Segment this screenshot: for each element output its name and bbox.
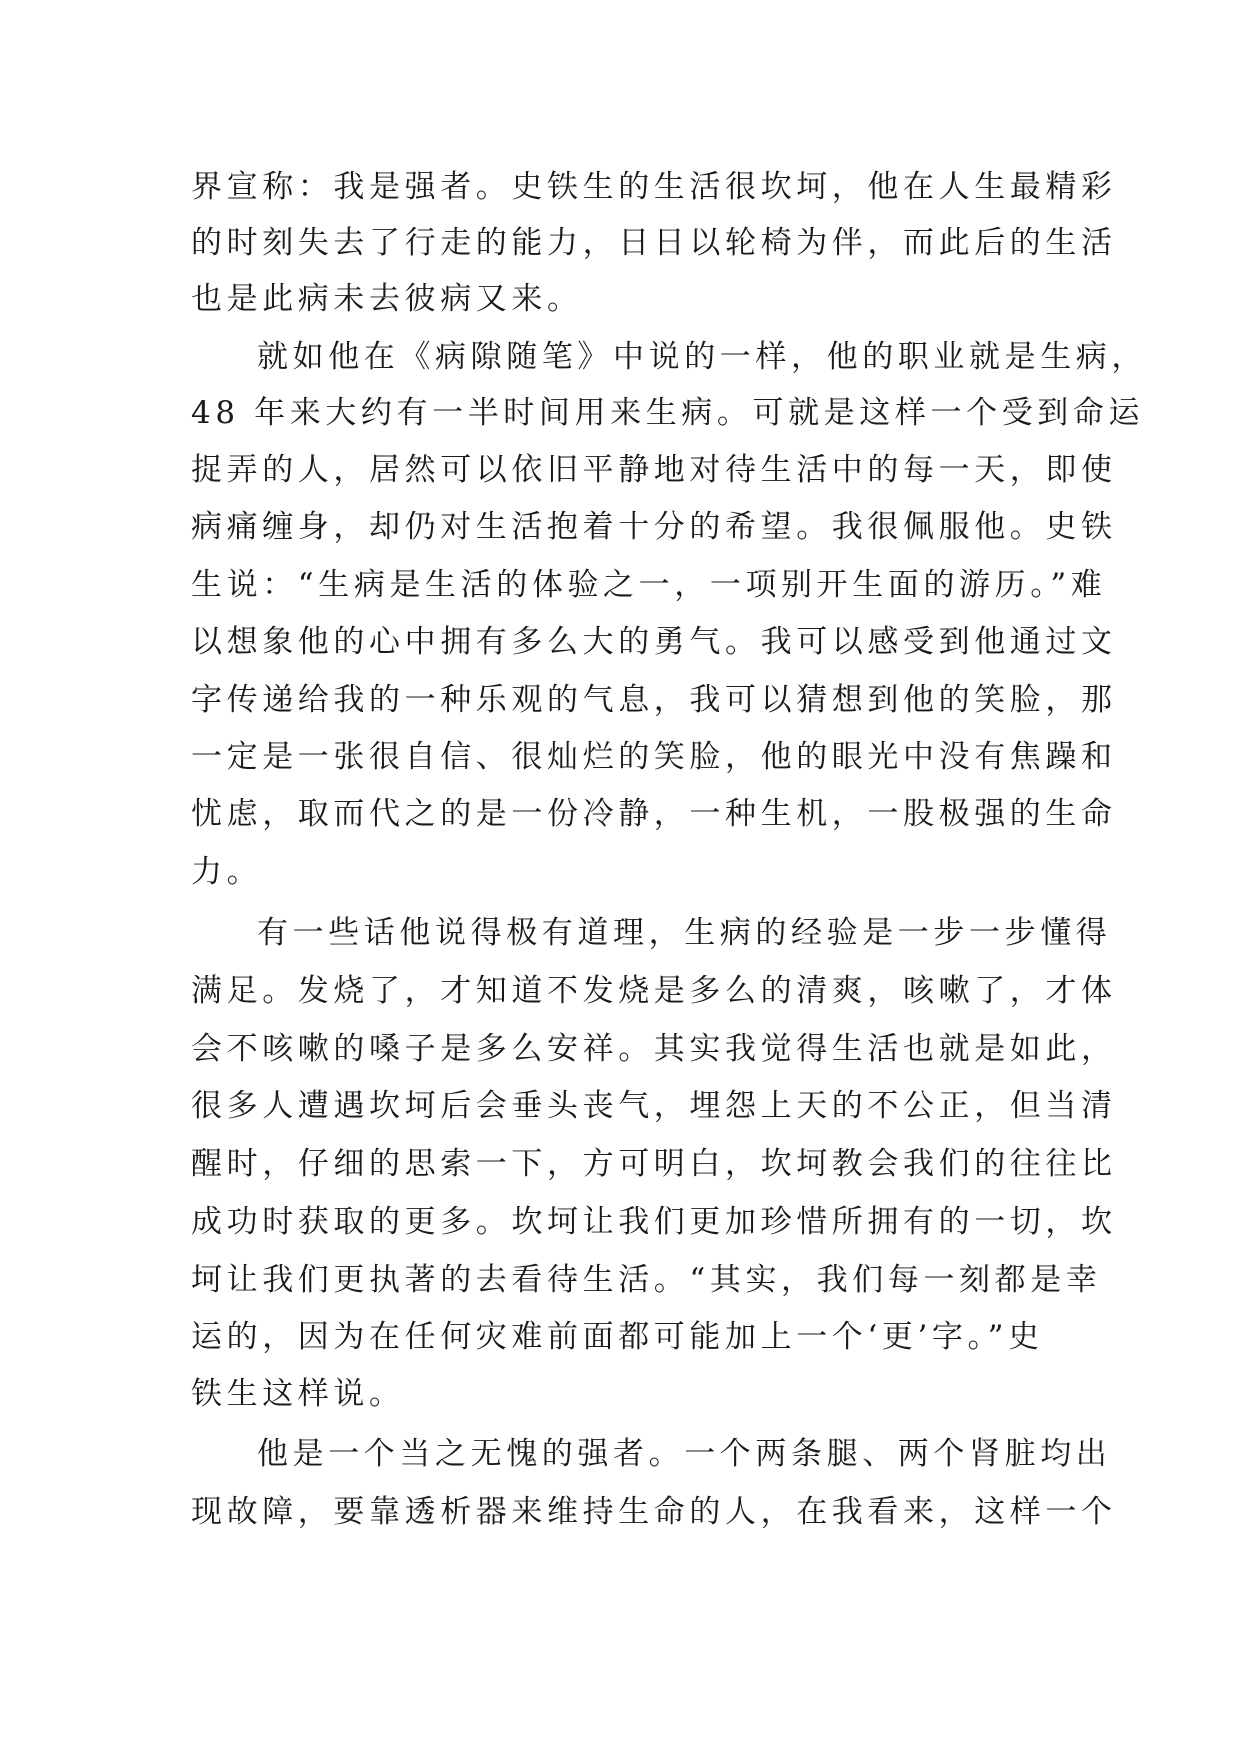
paragraph-first-line: 就如他在《病隙随笔》中说的一样，他的职业就是生病， <box>257 339 1147 375</box>
text-line: 字传递给我的一种乐观的气息，我可以猜想到他的笑脸，那 <box>191 682 1117 718</box>
text-line: 力。 <box>191 854 263 890</box>
text-line: 会不咳嗽的嗓子是多么安祥。其实我觉得生活也就是如此， <box>191 1031 1117 1067</box>
text-line: 病痛缠身，却仍对生活抱着十分的希望。我很佩服他。史铁 <box>191 509 1117 545</box>
text-line: 运的，因为在任何灾难前面都可能加上一个‘更’字。”史 <box>191 1319 1044 1355</box>
text-line: 满足。发烧了，才知道不发烧是多么的清爽，咳嗽了，才体 <box>191 973 1117 1009</box>
text-line: 48 年来大约有一半时间用来生病。可就是这样一个受到命运 <box>191 395 1145 431</box>
text-line: 坷让我们更执著的去看待生活。“其实，我们每一刻都是幸 <box>191 1262 1102 1298</box>
text-line: 生说：“生病是生活的体验之一，一项别开生面的游历。”难 <box>191 567 1107 603</box>
text-line: 以想象他的心中拥有多么大的勇气。我可以感受到他通过文 <box>191 624 1117 660</box>
text-line: 的时刻失去了行走的能力，日日以轮椅为伴，而此后的生活 <box>191 225 1117 261</box>
paragraph-first-line: 他是一个当之无愧的强者。一个两条腿、两个肾脏均出 <box>257 1436 1112 1472</box>
text-line: 界宣称：我是强者。史铁生的生活很坎坷，他在人生最精彩 <box>191 169 1117 205</box>
text-line: 也是此病未去彼病又来。 <box>191 281 583 317</box>
text-line: 醒时，仔细的思索一下，方可明白，坎坷教会我们的往往比 <box>191 1146 1117 1182</box>
text-line: 捉弄的人，居然可以依旧平静地对待生活中的每一天，即使 <box>191 452 1117 488</box>
text-line: 一定是一张很自信、很灿烂的笑脸，他的眼光中没有焦躁和 <box>191 739 1117 775</box>
text-line: 铁生这样说。 <box>191 1376 405 1412</box>
text-line: 忧虑，取而代之的是一份冷静，一种生机，一股极强的生命 <box>191 796 1117 832</box>
text-line: 成功时获取的更多。坎坷让我们更加珍惜所拥有的一切，坎 <box>191 1204 1117 1240</box>
paragraph-first-line: 有一些话他说得极有道理，生病的经验是一步一步懂得 <box>257 915 1112 951</box>
text-line: 很多人遭遇坎坷后会垂头丧气，埋怨上天的不公正，但当清 <box>191 1088 1117 1124</box>
text-line: 现故障，要靠透析器来维持生命的人，在我看来，这样一个 <box>191 1494 1117 1530</box>
